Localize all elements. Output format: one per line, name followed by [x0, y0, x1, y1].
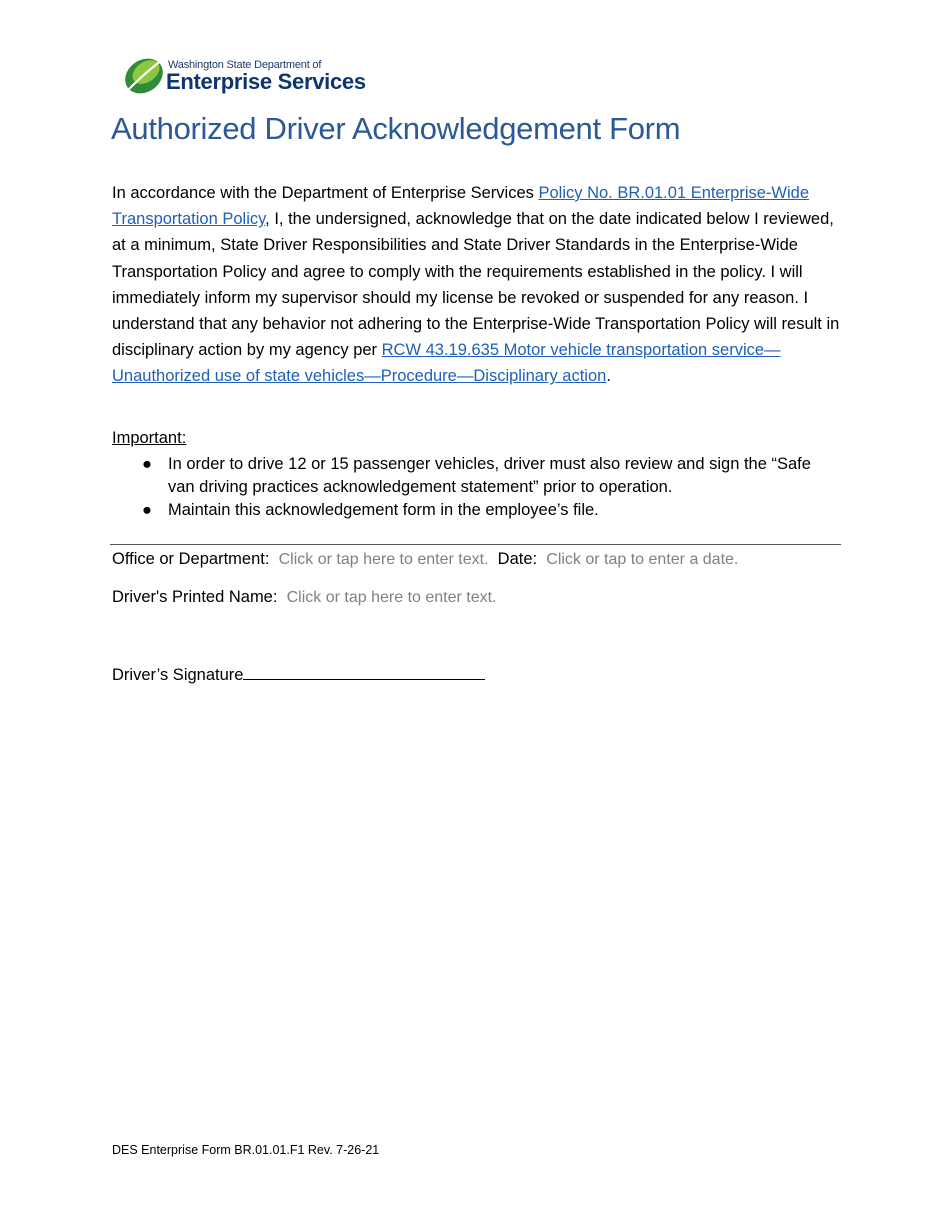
rcw-link[interactable]: RCW 43.19.635 Motor vehicle transportation service—Unauthorized use of state vehicles—Procedure—Disciplinary action	[112, 341, 781, 386]
printed-name-label: Driver's Printed Name:	[112, 588, 278, 606]
logo-line-2: Enterprise Services	[166, 69, 366, 94]
des-logo	[118, 54, 366, 102]
office-date-row	[112, 547, 738, 572]
bullet-icon: ●	[142, 455, 152, 473]
list-item	[112, 499, 842, 522]
list-item-text: In order to drive 12 or 15 passenger vehicles, driver must also review and sign the “Safe van driving practices acknowledgement statement” prior to operation.	[168, 455, 811, 496]
logo-line-1: Washington State Department of	[168, 59, 322, 71]
signature-row	[112, 662, 485, 685]
important-list	[112, 453, 842, 522]
page-title: Authorized Driver Acknowledgement Form	[111, 111, 681, 146]
date-label: Date:	[497, 550, 538, 568]
bullet-icon: ●	[142, 501, 152, 519]
form-footer: DES Enterprise Form BR.01.01.F1 Rev. 7-26-21	[112, 1143, 380, 1157]
list-item	[112, 453, 842, 499]
printed-name-input[interactable]: Click or tap here to enter text.	[286, 589, 497, 606]
office-input[interactable]: Click or tap here to enter text.	[278, 551, 489, 568]
paragraph-text-1: In accordance with the Department of Enterprise Services	[112, 184, 539, 202]
printed-name-row	[112, 585, 497, 610]
signature-line[interactable]	[243, 662, 485, 680]
section-divider	[110, 544, 841, 545]
paragraph-text-2: , I, the undersigned, acknowledge that on the date indicated below I reviewed, at a minimum, State Driver Responsibilities and State Driver Standards in the Enterprise-Wide Transportation Policy and agree to comply with the requirements established in the policy. I will immediately inform my supervisor should my license be revoked or suspended for any reason. I understand that any behavior not adhering to the Enterprise-Wide Transportation Policy will result in disciplinary action by my agency per	[112, 210, 840, 360]
date-picker[interactable]: Click or tap to enter a date.	[546, 551, 739, 568]
signature-label: Driver’s Signature	[112, 666, 244, 684]
office-label: Office or Department:	[112, 550, 270, 568]
acknowledgement-paragraph	[112, 180, 842, 390]
policy-link[interactable]: Policy No. BR.01.01 Enterprise-Wide Transportation Policy	[112, 184, 809, 229]
important-heading: Important:	[112, 429, 187, 447]
list-item-text: Maintain this acknowledgement form in the employee’s file.	[168, 501, 599, 519]
leaf-logo-icon	[118, 54, 168, 100]
paragraph-text-3: .	[606, 367, 611, 386]
